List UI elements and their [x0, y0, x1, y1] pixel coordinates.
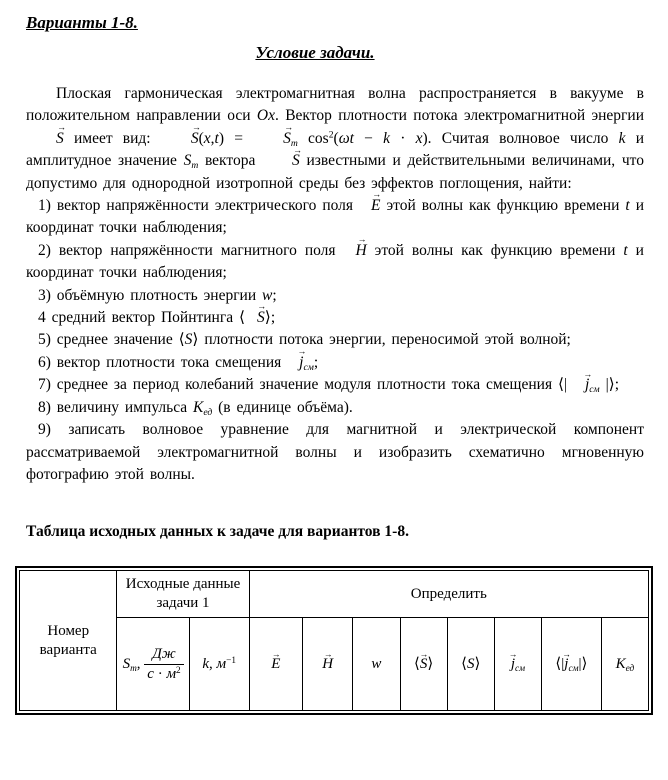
determine-header-cell: Определить: [249, 571, 648, 618]
h-vector-header-cell: → H: [303, 618, 353, 711]
task-item-3: 3) объёмную плотность энергии w;: [38, 286, 277, 304]
intro-paragraph: Плоская гармоническая электромагнитная волна распространяется в вакууме в положительном направлении оси Ox. Вектор плотности потока электромагнитной энергии → S имеет вид: → S(x,t) = → $S_m$ $\cos^2(\omega t - k \cdot x)$. Считая волновое число k и амплитудное значение $S_m$ вектора → S известными и действительными величинами, что допустимо для однородной изотропной среды без эффектов поглощения, найти:: [26, 83, 644, 195]
j-displacement-header-cell: → $j_{см}$: [494, 618, 541, 711]
task-item-6: 6) вектор плотности тока смещения → $j_{см}$;: [26, 352, 644, 374]
task-list: [26, 195, 644, 486]
data-table-border: [15, 566, 653, 715]
s-avg-header-cell: ⟨S⟩: [447, 618, 494, 711]
source-data-header-cell: Исходные данные задачи 1: [117, 571, 249, 618]
k-impulse-header-cell: $K_{ед}$: [601, 618, 648, 711]
variants-title: Варианты 1-8.: [26, 13, 138, 32]
e-vector-header-cell: → E: [249, 618, 302, 711]
condition-title: Условие задачи.: [255, 43, 375, 62]
w-header-cell: w: [353, 618, 400, 711]
task-item-9: 9) записать волновое уравнение для магнитной и электрической компонент рассматриваемой электромагнитной волны и изобразить схематично мгновенную фотографию этой волны.: [26, 421, 644, 483]
task-item-5: 5) среднее значение ⟨S⟩ плотности потока энергии, переносимой этой волной;: [38, 331, 571, 349]
task-item-4: 4 средний вектор Пойнтинга ⟨ → S⟩;: [26, 307, 644, 329]
k-unit-header-cell: k, $м^{-1}$: [189, 618, 249, 711]
task-item-1: 1) вектор напряжённости электрического поля → E этой волны как функцию времени t и координат точки наблюдения;: [26, 195, 644, 240]
s-avg-vector-header-cell: ⟨→ S⟩: [400, 618, 447, 711]
data-table: [19, 570, 649, 711]
task-item-2: 2) вектор напряжённости магнитного поля → H этой волны как функцию времени t и координат точки наблюдения;: [26, 240, 644, 285]
table-caption: Таблица исходных данных к задаче для вариантов 1-8.: [26, 523, 409, 541]
sm-unit-header-cell: $S_m$, $\frac{Дж}{с \cdot м^2}$: [117, 618, 189, 711]
task-item-7: 7) среднее за период колебаний значение модуля плотности тока смещения ⟨| → $j_{см}$ |⟩;: [26, 374, 644, 396]
j-displacement-modulus-header-cell: ⟨|→ $j_{см}|⟩$: [542, 618, 602, 711]
variant-number-header-cell: Номер варианта: [20, 571, 117, 711]
task-item-8: 8) величину импульса $K_{ед}$ (в единице объёма).: [38, 398, 353, 418]
